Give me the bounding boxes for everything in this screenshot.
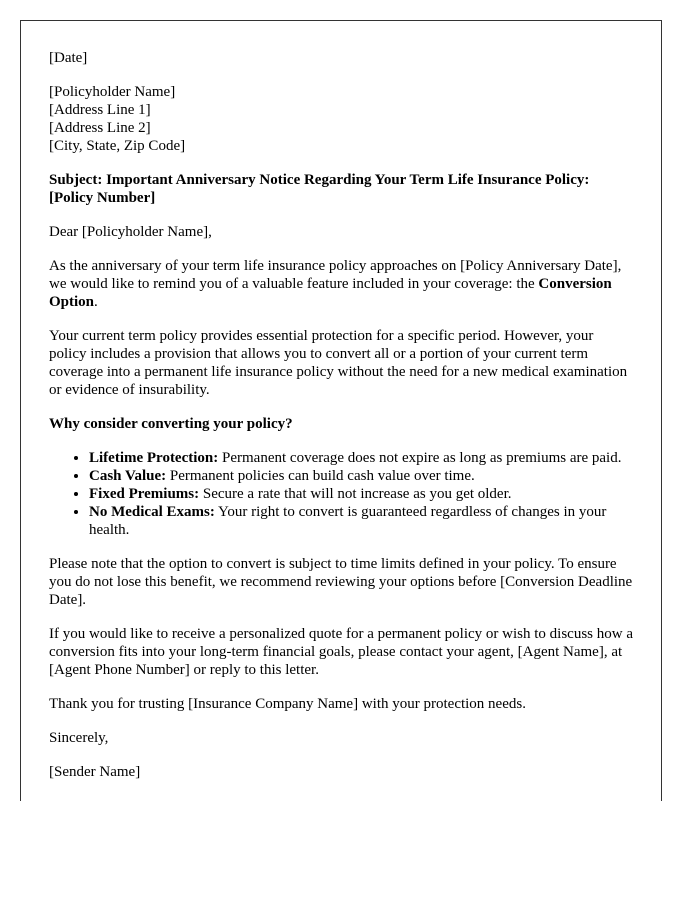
recipient-address [49,83,633,155]
list-item [89,485,633,503]
intro-text: As the anniversary of your term life insurance policy approaches on [Policy Anniversary Date], we would like to remind you of a valuable feature included in your coverage: the [49,258,622,292]
list-item [89,449,633,467]
benefit-text: Your right to convert is guaranteed regardless of changes in your health. [89,504,607,538]
benefit-text: Secure a rate that will not increase as you get older. [199,486,512,502]
benefit-title: Cash Value: [89,468,167,484]
recipient-name: [Policyholder Name] [49,84,176,100]
address-line-1: [Address Line 1] [49,102,151,118]
letter [20,20,662,801]
subject-line: Subject: Important Anniversary Notice Regarding Your Term Life Insurance Policy: [Policy Number] [49,172,590,206]
list-item [89,467,633,485]
why-heading: Why consider converting your policy? [49,416,293,432]
protection-paragraph: Your current term policy provides essential protection for a specific period. However, your policy includes a provision that allows you to convert all or a portion of your current term coverage into a permanent life insurance policy without the need for a new medical examination or evidence of insurability. [49,328,628,398]
benefit-title: Fixed Premiums: [89,486,200,502]
conversion-option: Conversion Option [49,276,612,310]
intro-end: . [94,294,98,310]
date: [Date] [49,50,88,66]
benefit-title: Lifetime Protection: [89,450,219,466]
address-line-2: [Address Line 2] [49,120,151,136]
list-item [89,503,633,539]
city-state-zip: [City, State, Zip Code] [49,138,186,154]
benefit-text: Permanent coverage does not expire as long as premiums are paid. [218,450,622,466]
closing: Sincerely, [49,730,109,746]
benefit-text: Permanent policies can build cash value over time. [166,468,475,484]
thanks-paragraph: Thank you for trusting [Insurance Company Name] with your protection needs. [49,696,526,712]
benefits-list [49,449,633,539]
contact-paragraph: If you would like to receive a personalized quote for a permanent policy or wish to discuss how a conversion fits into your long-term financial goals, please contact your agent, [Agent Name], at [Agent Phone Number] or reply to this letter. [49,626,633,678]
benefit-title: No Medical Exams: [89,504,215,520]
sender-name: [Sender Name] [49,764,141,780]
greeting: Dear [Policyholder Name], [49,224,212,240]
deadline-paragraph: Please note that the option to convert is subject to time limits defined in your policy. To ensure you do not lose this benefit, we recommend reviewing your options before [Conversion Deadline Date]. [49,556,633,608]
intro-paragraph [49,257,633,311]
